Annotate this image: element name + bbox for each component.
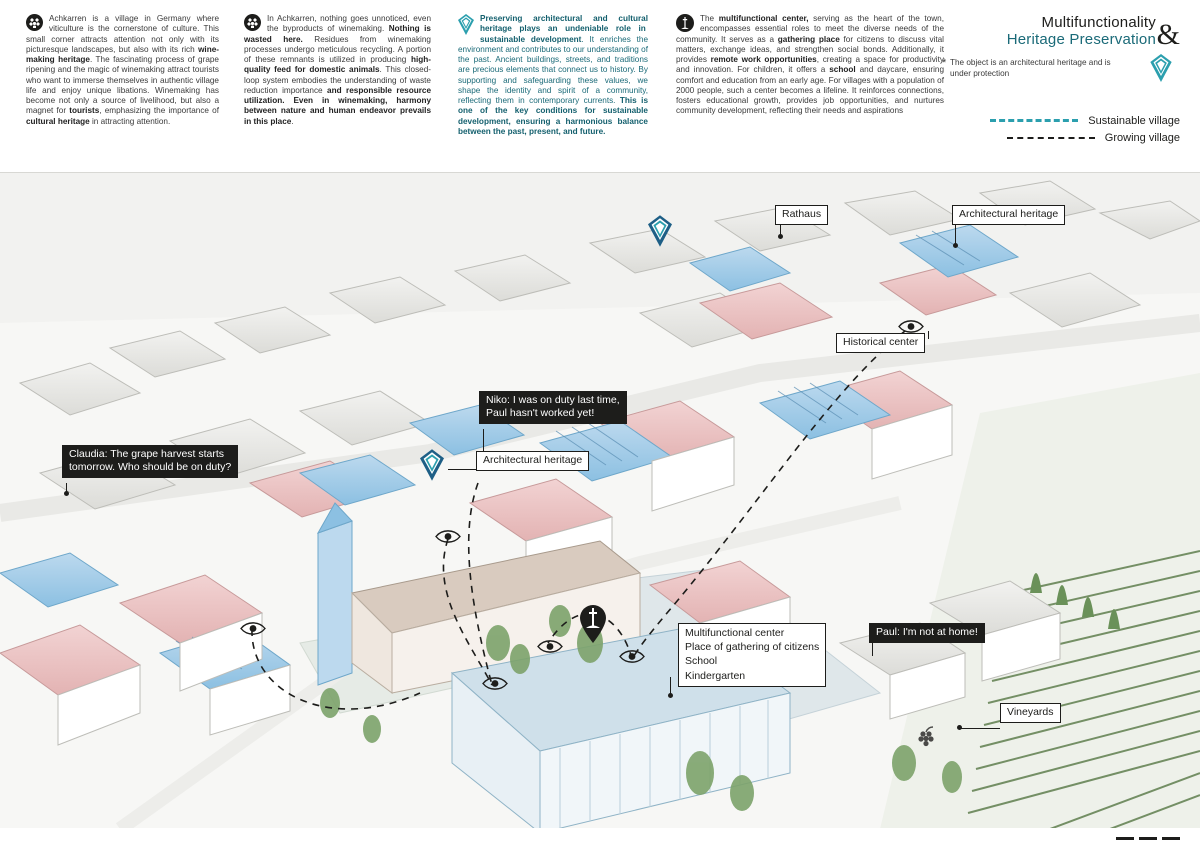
callout-mfc-line1: Multifunctional center xyxy=(685,627,785,639)
heritage-diamond-icon xyxy=(420,449,444,486)
scale-bar xyxy=(1116,837,1180,840)
grapes-icon xyxy=(244,14,261,31)
heritage-diamond-icon xyxy=(648,215,672,252)
column-multifunctional-center xyxy=(676,14,947,117)
callout-vineyards-text: Vineyards xyxy=(1007,706,1054,718)
callout-mfc-line3: School xyxy=(685,655,718,668)
callout-paul-speech-text: Paul: I'm not at home! xyxy=(876,626,978,638)
column-winemaking-text: Achkarren is a village in Germany where viticulture is the cornerstone of culture. This small corner attracts attention not only with its picturesque landscapes, but also with its rich wine-making heritage. The fascinating process of grape ripening and the magic of winemaking attract tourists who want to immerse themselves in authentic village life and enjoy unique libations. Winemaking has become not only a source of livelihood, but also a magnet for tourists, emphasizing the importance of cultural heritage in attracting attention. xyxy=(26,14,219,126)
callout-architectural-heritage-mid-text: Architectural heritage xyxy=(483,454,583,466)
legend-label-sustainable: Sustainable village xyxy=(1088,114,1180,127)
callout-architectural-heritage-top-text: Architectural heritage xyxy=(959,208,1059,220)
heritage-diamond-icon xyxy=(458,14,474,35)
callout-historical-center[interactable] xyxy=(836,333,925,353)
column-waste-text: In Achkarren, nothing goes unnoticed, even the byproducts of winemaking. Nothing is wasted here. Residues from winemaking processes undergo meticulous recycling. A portion of these remnants is utilized in producing high-quality feed for domestic animals. This closed-loop system embodies the understanding of waste reduction importance and responsible resource utilization. Even in winemaking, harmony between nature and human endeavor prevails in this place. xyxy=(244,14,432,126)
eye-icon xyxy=(435,528,461,545)
leader-line xyxy=(872,642,873,656)
scale-tick xyxy=(1116,837,1134,840)
legend-item-growing xyxy=(930,129,1180,146)
leader-line xyxy=(955,225,956,245)
legend-label-growing: Growing village xyxy=(1104,131,1180,144)
callout-vineyards[interactable] xyxy=(1000,703,1061,723)
eye-icon xyxy=(537,638,563,655)
leader-line xyxy=(780,225,781,237)
leader-line xyxy=(928,331,929,339)
scale-tick xyxy=(1139,837,1157,840)
grapes-icon xyxy=(26,14,43,31)
eye-icon xyxy=(240,620,266,637)
village-axonometric-map[interactable] xyxy=(0,172,1200,828)
column-heritage xyxy=(458,14,648,137)
callout-mfc-line4: Kindergarten xyxy=(685,669,746,682)
leader-dot xyxy=(668,693,673,698)
scale-tick xyxy=(1162,837,1180,840)
poster-title xyxy=(1007,14,1156,48)
title-line-heritage: Heritage Preservation xyxy=(1006,31,1156,48)
top-text-band xyxy=(0,0,1200,172)
callout-mfc-line2: Place of gathering of citizens xyxy=(685,641,820,654)
legend-swatch-growing xyxy=(1007,137,1095,139)
column-waste xyxy=(244,14,431,127)
callout-rathaus-text: Rathaus xyxy=(782,208,822,220)
column-winemaking xyxy=(26,14,219,127)
callout-claudia-line2: tomorrow. Who should be on duty? xyxy=(69,461,232,474)
column-multifunctional-center-text: The multifunctional center, serving as the heart of the town, encompasses essential roles to meet the diverse needs of the community. It serves as a gathering place for citizens to discuss vital matters, exchange ideas, and strengthen social bonds. Additionally, it provides remote work opportunities, creating a space for productivity and innovation. For children, it offers a school and daycare, ensuring comfort and education from an early age. For villages with a population of 2000 people, such a center becomes a lifeline. It reinforces connections, fosters educational growth, provides job opportunities, and nurtures community development, reflecting their needs and aspirations xyxy=(676,14,945,116)
heritage-note xyxy=(942,57,1180,79)
callout-rathaus[interactable] xyxy=(775,205,828,225)
eye-icon xyxy=(619,648,645,665)
map-illustration xyxy=(0,173,1200,828)
leader-dot xyxy=(64,491,69,496)
callout-multifunctional-center[interactable] xyxy=(678,623,826,687)
heritage-note-text: The object is an architectural heritage and is under protection xyxy=(950,58,1111,78)
eye-icon xyxy=(482,675,508,692)
callout-claudia-speech[interactable] xyxy=(62,445,238,478)
legend-item-sustainable xyxy=(930,112,1180,129)
leader-dot xyxy=(957,725,962,730)
church-marker-icon xyxy=(578,603,608,648)
leader-dot xyxy=(953,243,958,248)
column-heritage-text: Preserving architectural and cultural heritage plays an undeniable role in sustainable development. It enriches the environment and contributes to our understanding of the past. Ancient buildings, streets, and traditions are precious elements that connect us to history. By supporting and safeguarding these values, we shape the identity and spirit of a community, reflecting them in contemporary currents. This is one of the key conditions for sustainable development, ensuring a harmonious balance between the past, present, and future. xyxy=(458,14,649,136)
callout-niko-speech[interactable] xyxy=(479,391,627,424)
callout-niko-line2: Paul hasn't worked yet! xyxy=(486,407,595,420)
grapes-icon xyxy=(916,725,938,754)
leader-line xyxy=(960,728,1000,729)
church-icon xyxy=(676,14,694,32)
leader-line xyxy=(448,469,476,470)
callout-historical-center-text: Historical center xyxy=(843,336,919,348)
callout-paul-speech[interactable] xyxy=(869,623,985,643)
callout-architectural-heritage-mid[interactable] xyxy=(476,451,589,471)
callout-claudia-line1: Claudia: The grape harvest starts xyxy=(69,448,225,460)
legend xyxy=(930,112,1180,146)
heritage-diamond-icon xyxy=(1150,54,1172,86)
callout-architectural-heritage-top[interactable] xyxy=(952,205,1065,225)
legend-swatch-sustainable xyxy=(990,119,1078,122)
title-line-multifunctionality: Multifunctionality xyxy=(1041,14,1156,31)
callout-niko-line1: Niko: I was on duty last time, xyxy=(486,394,620,406)
title-ampersand: & xyxy=(1156,18,1180,51)
asterisk-icon: * xyxy=(942,57,947,69)
